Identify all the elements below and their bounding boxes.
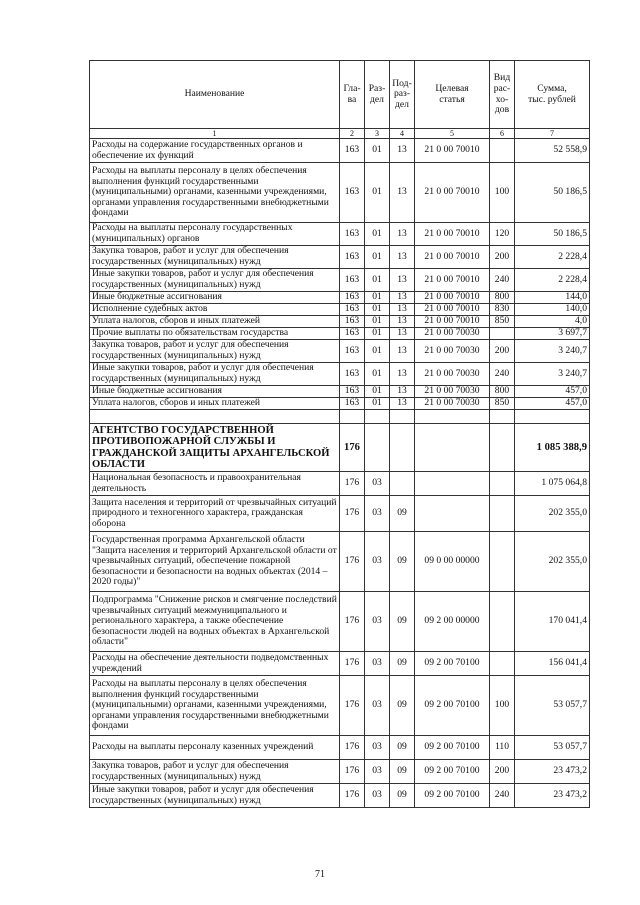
cell-razdel: 03 [365, 736, 390, 760]
cell-name: Национальная безопасность и правоохранительная деятельность [90, 472, 340, 496]
cell-summa: 3 240,7 [515, 340, 590, 363]
cell-podrazdel: 13 [390, 386, 415, 398]
cell-razdel: 03 [365, 532, 390, 592]
cell-glava: 163 [340, 304, 365, 316]
cell-vid [490, 424, 515, 472]
cell-razdel: 03 [365, 592, 390, 652]
cell-glava: 163 [340, 363, 365, 386]
cell-podrazdel: 13 [390, 292, 415, 304]
cell-statya [415, 424, 490, 472]
table-row [90, 316, 590, 328]
spacer-row [90, 410, 590, 424]
cell-statya: 21 0 00 70030 [415, 398, 490, 410]
cell-summa: 2 228,4 [515, 269, 590, 292]
cell-podrazdel: 09 [390, 592, 415, 652]
cell-name: АГЕНТСТВО ГОСУДАРСТВЕННОЙ ПРОТИВОПОЖАРНОЙ СЛУЖБЫ И ГРАЖДАНСКОЙ ЗАЩИТЫ АРХАНГЕЛЬСКОЙ ОБЛАСТИ [90, 424, 340, 472]
table-row [90, 398, 590, 410]
cell-glava: 163 [340, 223, 365, 246]
cell-statya: 21 0 00 70030 [415, 363, 490, 386]
cell-name: Расходы на обеспечение деятельности подведомственных учреждений [90, 652, 340, 676]
table-row [90, 592, 590, 652]
cell-podrazdel: 09 [390, 736, 415, 760]
cell-razdel: 03 [365, 472, 390, 496]
cell-glava: 163 [340, 292, 365, 304]
cell-summa: 52 558,9 [515, 139, 590, 163]
cell-summa: 50 186,5 [515, 163, 590, 223]
cell-podrazdel: 09 [390, 652, 415, 676]
cell-glava: 176 [340, 532, 365, 592]
cell-razdel [365, 424, 390, 472]
cell-name: Уплата налогов, сборов и иных платежей [90, 316, 340, 328]
cell-summa: 23 473,2 [515, 784, 590, 808]
table-row [90, 496, 590, 532]
empty-cell [340, 410, 365, 424]
cell-summa: 202 355,0 [515, 496, 590, 532]
cell-vid [490, 496, 515, 532]
cell-summa: 2 228,4 [515, 246, 590, 269]
cell-vid [490, 532, 515, 592]
col-number: 6 [490, 129, 515, 139]
empty-cell [490, 410, 515, 424]
cell-podrazdel [390, 472, 415, 496]
cell-vid [490, 652, 515, 676]
table-row [90, 472, 590, 496]
cell-podrazdel: 13 [390, 269, 415, 292]
cell-summa: 144,0 [515, 292, 590, 304]
cell-statya: 09 2 00 70100 [415, 676, 490, 736]
cell-summa: 3 240,7 [515, 363, 590, 386]
cell-podrazdel: 09 [390, 784, 415, 808]
budget-table [89, 60, 590, 808]
cell-statya: 21 0 00 70010 [415, 223, 490, 246]
column-number-row [90, 129, 590, 139]
cell-podrazdel: 13 [390, 328, 415, 340]
cell-podrazdel [390, 424, 415, 472]
cell-razdel: 01 [365, 340, 390, 363]
cell-razdel: 03 [365, 760, 390, 784]
cell-vid: 240 [490, 269, 515, 292]
cell-razdel: 03 [365, 652, 390, 676]
cell-razdel: 01 [365, 316, 390, 328]
cell-name: Иные закупки товаров, работ и услуг для обеспечения государственных (муниципальных) нужд [90, 269, 340, 292]
cell-summa: 23 473,2 [515, 760, 590, 784]
cell-statya [415, 496, 490, 532]
cell-razdel: 03 [365, 496, 390, 532]
cell-podrazdel: 13 [390, 340, 415, 363]
table-row [90, 223, 590, 246]
cell-statya [415, 472, 490, 496]
cell-summa: 53 057,7 [515, 736, 590, 760]
cell-summa: 4,0 [515, 316, 590, 328]
cell-statya: 21 0 00 70010 [415, 304, 490, 316]
cell-razdel: 01 [365, 304, 390, 316]
col-number: 1 [90, 129, 340, 139]
cell-summa: 53 057,7 [515, 676, 590, 736]
cell-statya: 21 0 00 70030 [415, 386, 490, 398]
empty-cell [415, 410, 490, 424]
col-number: 3 [365, 129, 390, 139]
cell-name: Расходы на выплаты персоналу в целях обеспечения выполнения функций государственными (муниципальными) органами, казенными учреждениями, органами управления государственными внебюджетными фондами [90, 676, 340, 736]
table-row [90, 424, 590, 472]
cell-statya: 21 0 00 70010 [415, 269, 490, 292]
cell-name: Закупка товаров, работ и услуг для обеспечения государственных (муниципальных) нужд [90, 340, 340, 363]
cell-name: Расходы на выплаты персоналу казенных учреждений [90, 736, 340, 760]
cell-statya: 21 0 00 70010 [415, 163, 490, 223]
cell-podrazdel: 13 [390, 316, 415, 328]
table-row [90, 269, 590, 292]
col-header-podrazdel: Под- раз- дел [390, 61, 415, 129]
cell-vid [490, 472, 515, 496]
cell-name: Государственная программа Архангельской области "Защита населения и территорий Архангельской области от чрезвычайных ситуаций, обеспечение пожарной безопасности и безопасности на водных объектах (2014 – 2020 годы)" [90, 532, 340, 592]
cell-name: Иные закупки товаров, работ и услуг для обеспечения государственных (муниципальных) нужд [90, 363, 340, 386]
cell-statya: 21 0 00 70030 [415, 328, 490, 340]
cell-vid: 830 [490, 304, 515, 316]
table-row [90, 676, 590, 736]
cell-podrazdel: 09 [390, 676, 415, 736]
cell-glava: 176 [340, 424, 365, 472]
table-body [90, 61, 590, 808]
empty-cell [365, 410, 390, 424]
col-number: 4 [390, 129, 415, 139]
cell-vid: 800 [490, 292, 515, 304]
cell-razdel: 01 [365, 292, 390, 304]
cell-razdel: 01 [365, 386, 390, 398]
cell-name: Подпрограмма "Снижение рисков и смягчение последствий чрезвычайных ситуаций межмуниципального и регионального характера, а также обеспечение безопасности людей на водных объектах в Архангельской области" [90, 592, 340, 652]
cell-name: Защита населения и территорий от чрезвычайных ситуаций природного и техногенного характера, гражданская оборона [90, 496, 340, 532]
cell-glava: 163 [340, 246, 365, 269]
table-row [90, 652, 590, 676]
cell-glava: 163 [340, 163, 365, 223]
cell-name: Исполнение судебных актов [90, 304, 340, 316]
empty-cell [515, 410, 590, 424]
cell-podrazdel: 09 [390, 496, 415, 532]
cell-glava: 163 [340, 398, 365, 410]
empty-cell [90, 410, 340, 424]
table-row [90, 246, 590, 269]
cell-podrazdel: 13 [390, 398, 415, 410]
cell-vid: 850 [490, 316, 515, 328]
cell-glava: 163 [340, 139, 365, 163]
cell-vid: 850 [490, 398, 515, 410]
table-row [90, 363, 590, 386]
cell-statya: 21 0 00 70010 [415, 246, 490, 269]
cell-statya: 21 0 00 70010 [415, 316, 490, 328]
cell-statya: 09 2 00 70100 [415, 760, 490, 784]
cell-summa: 1 075 064,8 [515, 472, 590, 496]
table-row [90, 386, 590, 398]
empty-cell [390, 410, 415, 424]
cell-glava: 163 [340, 269, 365, 292]
cell-glava: 176 [340, 760, 365, 784]
cell-summa: 140,0 [515, 304, 590, 316]
col-header-glava: Гла- ва [340, 61, 365, 129]
cell-razdel: 01 [365, 363, 390, 386]
cell-statya: 21 0 00 70030 [415, 340, 490, 363]
col-header-summa: Сумма, тыс. рублей [515, 61, 590, 129]
cell-statya: 21 0 00 70010 [415, 292, 490, 304]
cell-name: Расходы на выплаты персоналу в целях обеспечения выполнения функций государственными (муниципальными) органами, казенными учреждениями, органами управления государственными внебюджетными фондами [90, 163, 340, 223]
cell-vid: 100 [490, 676, 515, 736]
cell-name: Иные закупки товаров, работ и услуг для обеспечения государственных (муниципальных) нужд [90, 784, 340, 808]
cell-summa: 170 041,4 [515, 592, 590, 652]
cell-name: Расходы на выплаты персоналу государственных (муниципальных) органов [90, 223, 340, 246]
cell-vid: 100 [490, 163, 515, 223]
cell-razdel: 01 [365, 269, 390, 292]
cell-glava: 176 [340, 676, 365, 736]
cell-razdel: 01 [365, 398, 390, 410]
cell-vid [490, 592, 515, 652]
col-header-name: Наименование [90, 61, 340, 129]
col-number: 2 [340, 129, 365, 139]
col-header-razdel: Раз- дел [365, 61, 390, 129]
cell-razdel: 03 [365, 676, 390, 736]
cell-podrazdel: 13 [390, 363, 415, 386]
cell-statya: 21 0 00 70010 [415, 139, 490, 163]
cell-podrazdel: 13 [390, 139, 415, 163]
cell-glava: 163 [340, 386, 365, 398]
cell-podrazdel: 13 [390, 246, 415, 269]
cell-glava: 176 [340, 652, 365, 676]
col-header-vid: Вид рас- хо- дов [490, 61, 515, 129]
cell-name: Закупка товаров, работ и услуг для обеспечения государственных (муниципальных) нужд [90, 246, 340, 269]
cell-podrazdel: 13 [390, 163, 415, 223]
cell-statya: 09 2 00 00000 [415, 592, 490, 652]
cell-podrazdel: 09 [390, 532, 415, 592]
col-number: 5 [415, 129, 490, 139]
cell-podrazdel: 13 [390, 304, 415, 316]
cell-podrazdel: 09 [390, 760, 415, 784]
table-row [90, 328, 590, 340]
cell-summa: 202 355,0 [515, 532, 590, 592]
cell-name: Иные бюджетные ассигнования [90, 292, 340, 304]
cell-summa: 457,0 [515, 386, 590, 398]
cell-name: Закупка товаров, работ и услуг для обеспечения государственных (муниципальных) нужд [90, 760, 340, 784]
col-header-statya: Целевая статья [415, 61, 490, 129]
cell-vid: 240 [490, 784, 515, 808]
cell-summa: 3 697,7 [515, 328, 590, 340]
cell-razdel: 01 [365, 163, 390, 223]
cell-name: Уплата налогов, сборов и иных платежей [90, 398, 340, 410]
cell-statya: 09 0 00 00000 [415, 532, 490, 592]
table-row [90, 304, 590, 316]
cell-vid: 240 [490, 363, 515, 386]
cell-vid: 120 [490, 223, 515, 246]
cell-vid: 110 [490, 736, 515, 760]
cell-glava: 176 [340, 736, 365, 760]
col-number: 7 [515, 129, 590, 139]
table-row [90, 784, 590, 808]
cell-podrazdel: 13 [390, 223, 415, 246]
cell-glava: 176 [340, 592, 365, 652]
cell-glava: 163 [340, 316, 365, 328]
cell-glava: 176 [340, 496, 365, 532]
page-number: 71 [315, 869, 325, 880]
cell-vid [490, 139, 515, 163]
cell-glava: 176 [340, 472, 365, 496]
cell-statya: 09 2 00 70100 [415, 652, 490, 676]
cell-summa: 457,0 [515, 398, 590, 410]
cell-glava: 163 [340, 328, 365, 340]
cell-razdel: 01 [365, 223, 390, 246]
cell-vid [490, 328, 515, 340]
cell-vid: 200 [490, 340, 515, 363]
cell-vid: 200 [490, 246, 515, 269]
table-row [90, 292, 590, 304]
cell-vid: 800 [490, 386, 515, 398]
cell-vid: 200 [490, 760, 515, 784]
cell-razdel: 03 [365, 784, 390, 808]
cell-name: Расходы на содержание государственных органов и обеспечение их функций [90, 139, 340, 163]
cell-statya: 09 2 00 70100 [415, 736, 490, 760]
cell-summa: 1 085 388,9 [515, 424, 590, 472]
cell-razdel: 01 [365, 246, 390, 269]
cell-glava: 163 [340, 340, 365, 363]
table-row [90, 736, 590, 760]
cell-statya: 09 2 00 70100 [415, 784, 490, 808]
table-row [90, 760, 590, 784]
table-row [90, 163, 590, 223]
cell-summa: 50 186,5 [515, 223, 590, 246]
cell-name: Прочие выплаты по обязательствам государства [90, 328, 340, 340]
cell-summa: 156 041,4 [515, 652, 590, 676]
cell-razdel: 01 [365, 328, 390, 340]
table-row [90, 340, 590, 363]
cell-glava: 176 [340, 784, 365, 808]
table-row [90, 139, 590, 163]
cell-name: Иные бюджетные ассигнования [90, 386, 340, 398]
cell-razdel: 01 [365, 139, 390, 163]
header-row [90, 61, 590, 129]
table-row [90, 532, 590, 592]
